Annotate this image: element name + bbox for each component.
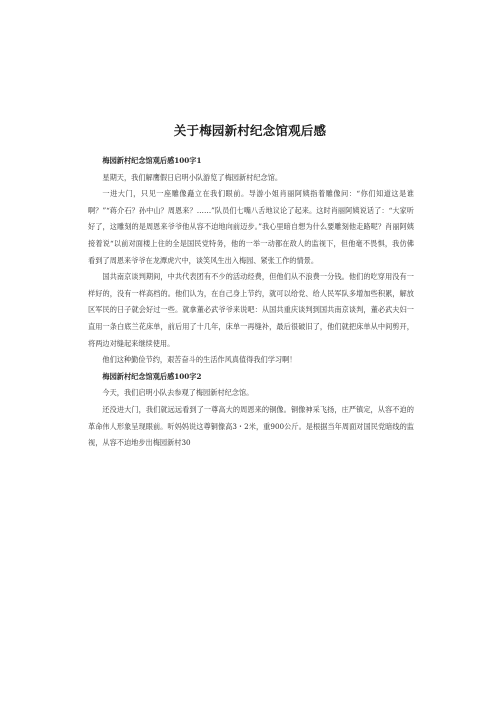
section-heading: 梅园新村纪念馆观后感100字1	[102, 156, 202, 165]
section-heading: 梅园新村纪念馆观后感100字2	[102, 371, 202, 381]
paragraph: 国共南京谈判期间，中共代表团有不少的活动经费，但他们从不浪费一分钱。他们的吃穿用没有一样好的，没有一样高档的。他们认为，在自己身上节约，就可以给党、给人民军队多增加些积累，解放区军民的日子就会好过一些。就拿董必武爷爷来说吧：从国共重庆谈判到国共南京谈判，董必武夫妇一直用一条白底兰花床单，前后用了十几年，床单一再缝补，最后很破旧了，他们就把床单从中间剪开，将两边对缝起来继续使用。	[88, 272, 414, 348]
paragraph: 还没进大门，我们就远远看到了一尊高大的周恩来的铜像。铜像神采飞扬，庄严镇定，从容不迫的革命伟人形象呈现眼前。听妈妈说这尊铜像高3・2米，重900公斤。是根据当年周面对国民党暗线的监视，从容不迫地步出梅园新村30	[88, 404, 414, 448]
paragraph: 今天，我们启明小队去参观了梅园新村纪念馆。	[102, 388, 254, 398]
paragraph: 一进大门，只见一座雕像矗立在我们眼前。导游小姐肖丽阿姨指着雕像问：“你们知道这是谁啊？”“蒋介石？孙中山？周恩来？……”队员们七嘴八舌地议论了起来。这时肖丽阿姨说话了：“大家听好了，这雕刻的是周恩来爷爷他从容不迫地向前迈步。”我心里暗自想为什么要雕刻他走路呢？肖丽阿姨接着说“以前对面楼上住的全是国民党特务，他的一举一动都在敌人的监视下，但他毫不畏惧，我仿佛看到了周恩来爷爷在龙潭虎穴中，谈笑风生出入梅园、紧张工作的情景。	[88, 189, 414, 265]
paragraph: 他们这种勤俭节约，艰苦奋斗的生活作风真值得我们学习啊！	[102, 355, 297, 365]
document-body	[88, 153, 414, 452]
document-title: 关于梅园新村纪念馆观后感	[173, 123, 327, 138]
paragraph: 星期天，我们解鹰假日启明小队游览了梅园新村纪念馆。	[102, 172, 283, 182]
